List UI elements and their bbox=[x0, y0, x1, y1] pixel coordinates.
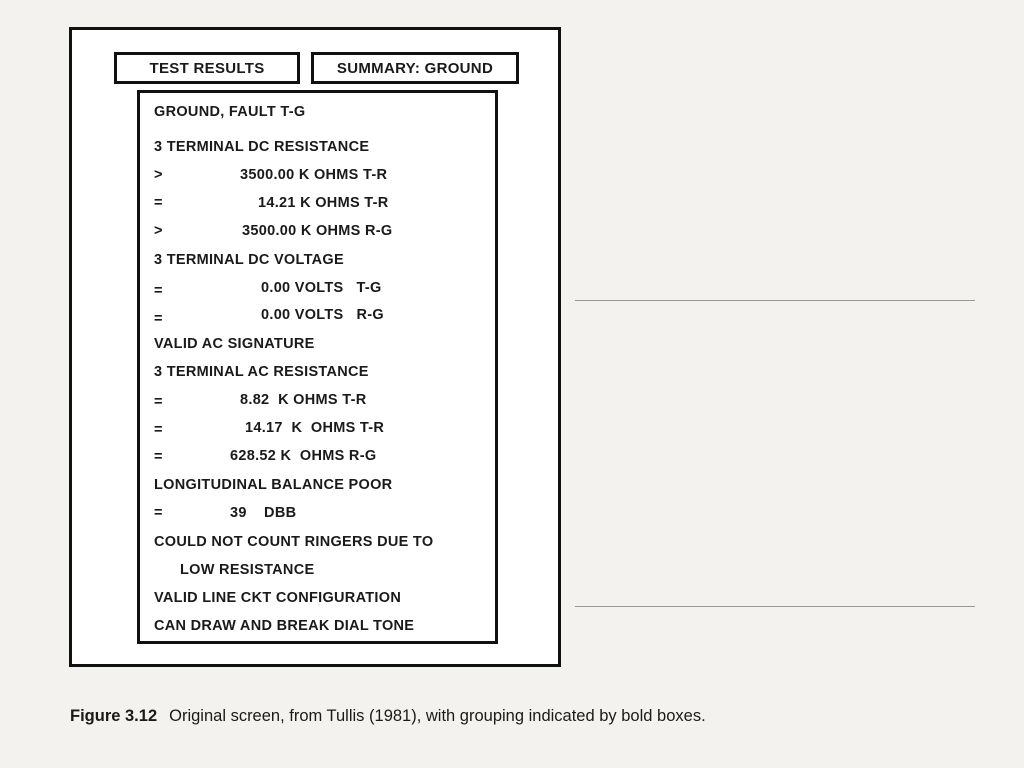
results-box bbox=[137, 90, 498, 644]
figure-caption-text: Original screen, from Tullis (1981), with grouping indicated by bold boxes. bbox=[169, 707, 706, 725]
line-config-line: VALID LINE CKT CONFIGURATION bbox=[154, 590, 402, 606]
result-sign: = bbox=[154, 195, 163, 211]
result-sign: = bbox=[154, 283, 163, 299]
result-sign: = bbox=[154, 505, 163, 521]
result-sign: > bbox=[154, 223, 163, 239]
result-sign: = bbox=[154, 449, 163, 465]
dc-voltage-header: 3 TERMINAL DC VOLTAGE bbox=[154, 252, 344, 268]
dc-resistance-header: 3 TERMINAL DC RESISTANCE bbox=[154, 139, 370, 155]
balance-header: LONGITUDINAL BALANCE POOR bbox=[154, 477, 393, 493]
result-value: 39 DBB bbox=[230, 505, 297, 521]
ringers-line-continued: LOW RESISTANCE bbox=[180, 562, 315, 578]
test-results-text: TEST RESULTS bbox=[149, 59, 265, 77]
summary-text: SUMMARY: GROUND bbox=[336, 59, 494, 77]
result-sign: = bbox=[154, 311, 163, 327]
result-value: 14.17 K OHMS T-R bbox=[245, 420, 385, 436]
result-sign: > bbox=[154, 167, 163, 183]
test-results-label bbox=[114, 52, 300, 84]
result-value: 3500.00 K OHMS R-G bbox=[242, 223, 393, 239]
summary-label bbox=[311, 52, 519, 84]
result-value: 0.00 VOLTS R-G bbox=[261, 307, 384, 323]
result-sign: = bbox=[154, 422, 163, 438]
ringers-line: COULD NOT COUNT RINGERS DUE TO bbox=[154, 534, 434, 550]
result-value: 8.82 K OHMS T-R bbox=[240, 392, 367, 408]
dial-tone-line: CAN DRAW AND BREAK DIAL TONE bbox=[154, 618, 415, 634]
result-value: 628.52 K OHMS R-G bbox=[230, 448, 377, 464]
result-sign: = bbox=[154, 394, 163, 410]
result-value: 0.00 VOLTS T-G bbox=[261, 280, 382, 296]
figure-label: Figure 3.12 bbox=[70, 707, 158, 725]
figure-caption bbox=[70, 707, 706, 726]
result-value: 14.21 K OHMS T-R bbox=[258, 195, 389, 211]
ac-resistance-header: 3 TERMINAL AC RESISTANCE bbox=[154, 364, 369, 380]
fault-line: GROUND, FAULT T-G bbox=[154, 104, 306, 120]
result-value: 3500.00 K OHMS T-R bbox=[240, 167, 388, 183]
ac-signature-line: VALID AC SIGNATURE bbox=[154, 336, 315, 352]
